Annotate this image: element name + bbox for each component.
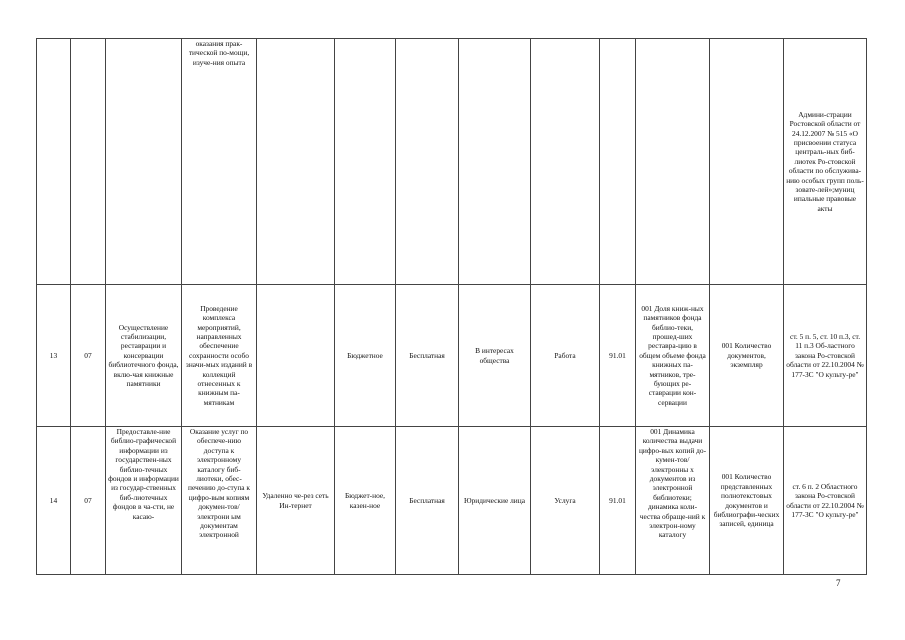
payment-type-cell: Бесплатная — [396, 285, 459, 427]
delivery-method-cell — [257, 285, 335, 427]
service-type-cell: Работа — [531, 285, 600, 427]
institution-type-cell: Бюджет-ное, казен-ное — [335, 427, 396, 575]
consumer-category-cell — [459, 39, 531, 285]
code-cell: 07 — [71, 427, 106, 575]
code-cell — [71, 39, 106, 285]
service-content-cell: Проведение комплекса мероприятий, направленных обеспечение сохранности особо значи-мых изданий в коллекций отнесенных к книжным па-мятникам — [182, 285, 257, 427]
table-row — [37, 427, 867, 575]
service-name-cell: Предоставле-ние библио-графической информации из государствен-ных библио-течных фондов и информации из государ-ственных биб-лиотечных фондов в ча-сти, не касаю- — [106, 427, 182, 575]
delivery-method-cell: Удаленно че-рез сеть Ин-тернет — [257, 427, 335, 575]
services-table — [36, 38, 867, 575]
service-content-cell: Оказание услуг по обеспече-нию доступа к электронному каталогу биб-лиотеки, обес-печению до-ступа к цифро-вым копиям докумен-тов/электрони ым документам электронной — [182, 427, 257, 575]
service-content-cell: оказания прак-тической по-мощи, изуче-ния опыта — [182, 39, 257, 285]
payment-type-cell — [396, 39, 459, 285]
delivery-method-cell — [257, 39, 335, 285]
service-name-cell: Осуществление стабилизации, реставрации и консервации библиотечного фонда, вклю-чая книжные памятники — [106, 285, 182, 427]
row-number-cell: 14 — [37, 427, 71, 575]
quality-indicator-cell: 001 Доля книж-ных памятников фонда библио-теки, прошед-ших реставра-цию в общем объеме фонда книжных па-мятников, тре-бующих ре-ставрации кон-сервации — [636, 285, 710, 427]
consumer-category-cell: В интересах общества — [459, 285, 531, 427]
legal-basis-cell: ст. 6 п. 2 Областного закона Ро-стовской области от 22.10.2004 № 177-ЗС "О культу-ре" — [784, 427, 867, 575]
table-row — [37, 39, 867, 285]
legal-basis-cell: Админи-страции Ростовской области от 24.12.2007 № 515 «О присвоении статуса централь-ных биб-лиотек Ро-стовской области по обслужива-нию особых групп поль-зовате-лей»;муниц ипальные правовые акты — [784, 39, 867, 285]
consumer-category-cell: Юридические лица — [459, 427, 531, 575]
code-cell: 07 — [71, 285, 106, 427]
okved-code-cell: 91.01 — [600, 285, 636, 427]
institution-type-cell: Бюджетное — [335, 285, 396, 427]
service-type-cell: Услуга — [531, 427, 600, 575]
quality-indicator-cell — [636, 39, 710, 285]
page-number: 7 — [836, 578, 841, 588]
service-type-cell — [531, 39, 600, 285]
row-number-cell — [37, 39, 71, 285]
institution-type-cell — [335, 39, 396, 285]
row-number-cell: 13 — [37, 285, 71, 427]
service-name-cell — [106, 39, 182, 285]
table-row — [37, 285, 867, 427]
okved-code-cell: 91.01 — [600, 427, 636, 575]
quality-indicator-cell: 001 Динамика количества выдачи цифро-вых копий до-кумен-тов/электронны х документов из электронной библиотеки; динамика коли-чества обраще-ний к электрон-ному каталогу — [636, 427, 710, 575]
volume-indicator-cell — [710, 39, 784, 285]
volume-indicator-cell: 001 Количество документов, экземпляр — [710, 285, 784, 427]
volume-indicator-cell: 001 Количество представленных полнотекстовых документов и библиографи-ческих записей, единица — [710, 427, 784, 575]
okved-code-cell — [600, 39, 636, 285]
payment-type-cell: Бесплатная — [396, 427, 459, 575]
legal-basis-cell: ст. 5 п. 5, ст. 10 п.3, ст. 11 п.3 Об-ластного закона Ро-стовской области от 22.10.2004 № 177-ЗС "О культу-ре" — [784, 285, 867, 427]
